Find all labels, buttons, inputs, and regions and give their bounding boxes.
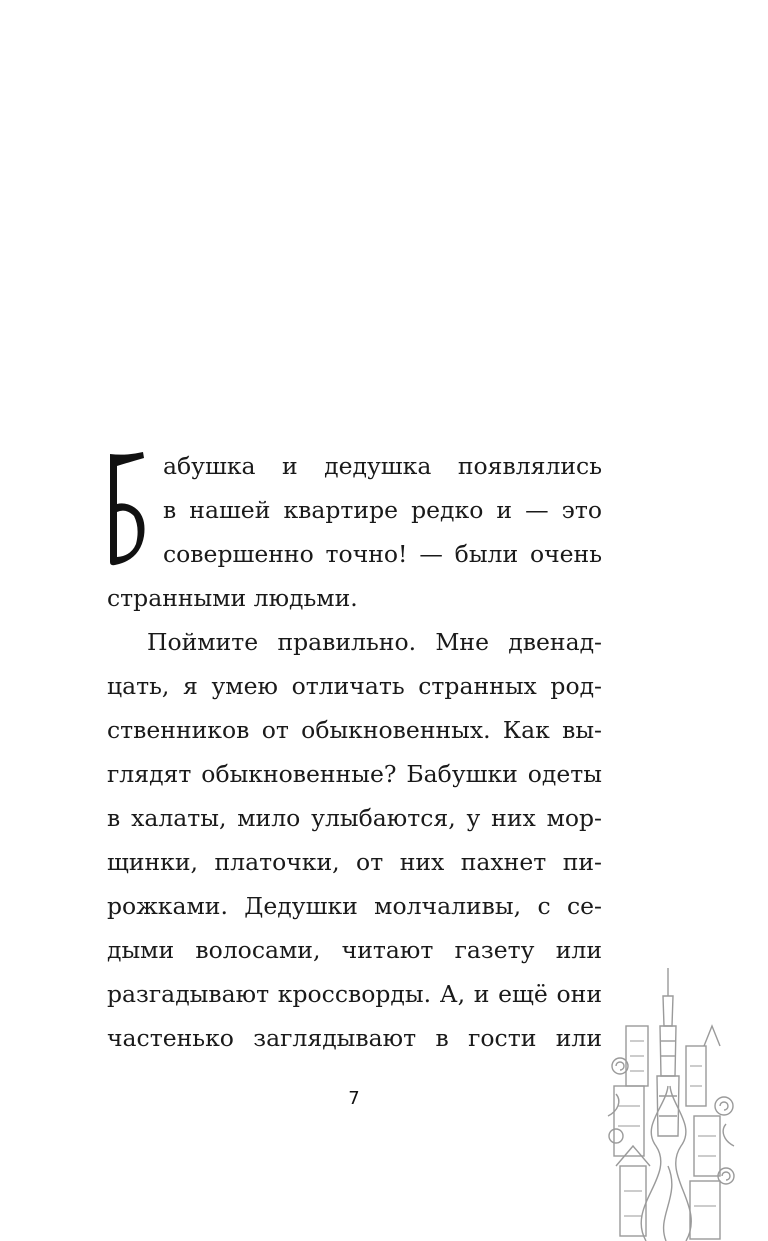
text-line: щинки, платочки, от них пахнет пи- — [107, 848, 602, 876]
text-line: Поймите правильно. Мне двенад- — [147, 628, 602, 656]
text-line: ственников от обыкновенных. Как вы- — [107, 716, 602, 744]
text-line: рожками. Дедушки молчаливы, с се- — [107, 892, 602, 920]
text-line: дыми волосами, читают газету или — [107, 936, 602, 964]
text-line: глядят обыкновенные? Бабушки одеты — [107, 760, 602, 788]
dropcap-letter — [104, 448, 150, 568]
text-line: в нашей квартире редко и — это — [163, 496, 602, 524]
city-tower-swirl-ornament-icon — [606, 966, 736, 1241]
text-line: странными людьми. — [107, 584, 358, 612]
text-line: разгадывают кроссворды. А, и ещё они — [107, 980, 602, 1008]
text-line: абушка и дедушка появлялись — [163, 452, 602, 480]
page-number: 7 — [348, 1088, 360, 1109]
text-line: совершенно точно! — были очень — [163, 540, 602, 568]
text-line: цать, я умею отличать странных род- — [107, 672, 602, 700]
text-line: частенько заглядывают в гости или — [107, 1024, 602, 1052]
text-line: в халаты, мило улыбаются, у них мор- — [107, 804, 602, 832]
